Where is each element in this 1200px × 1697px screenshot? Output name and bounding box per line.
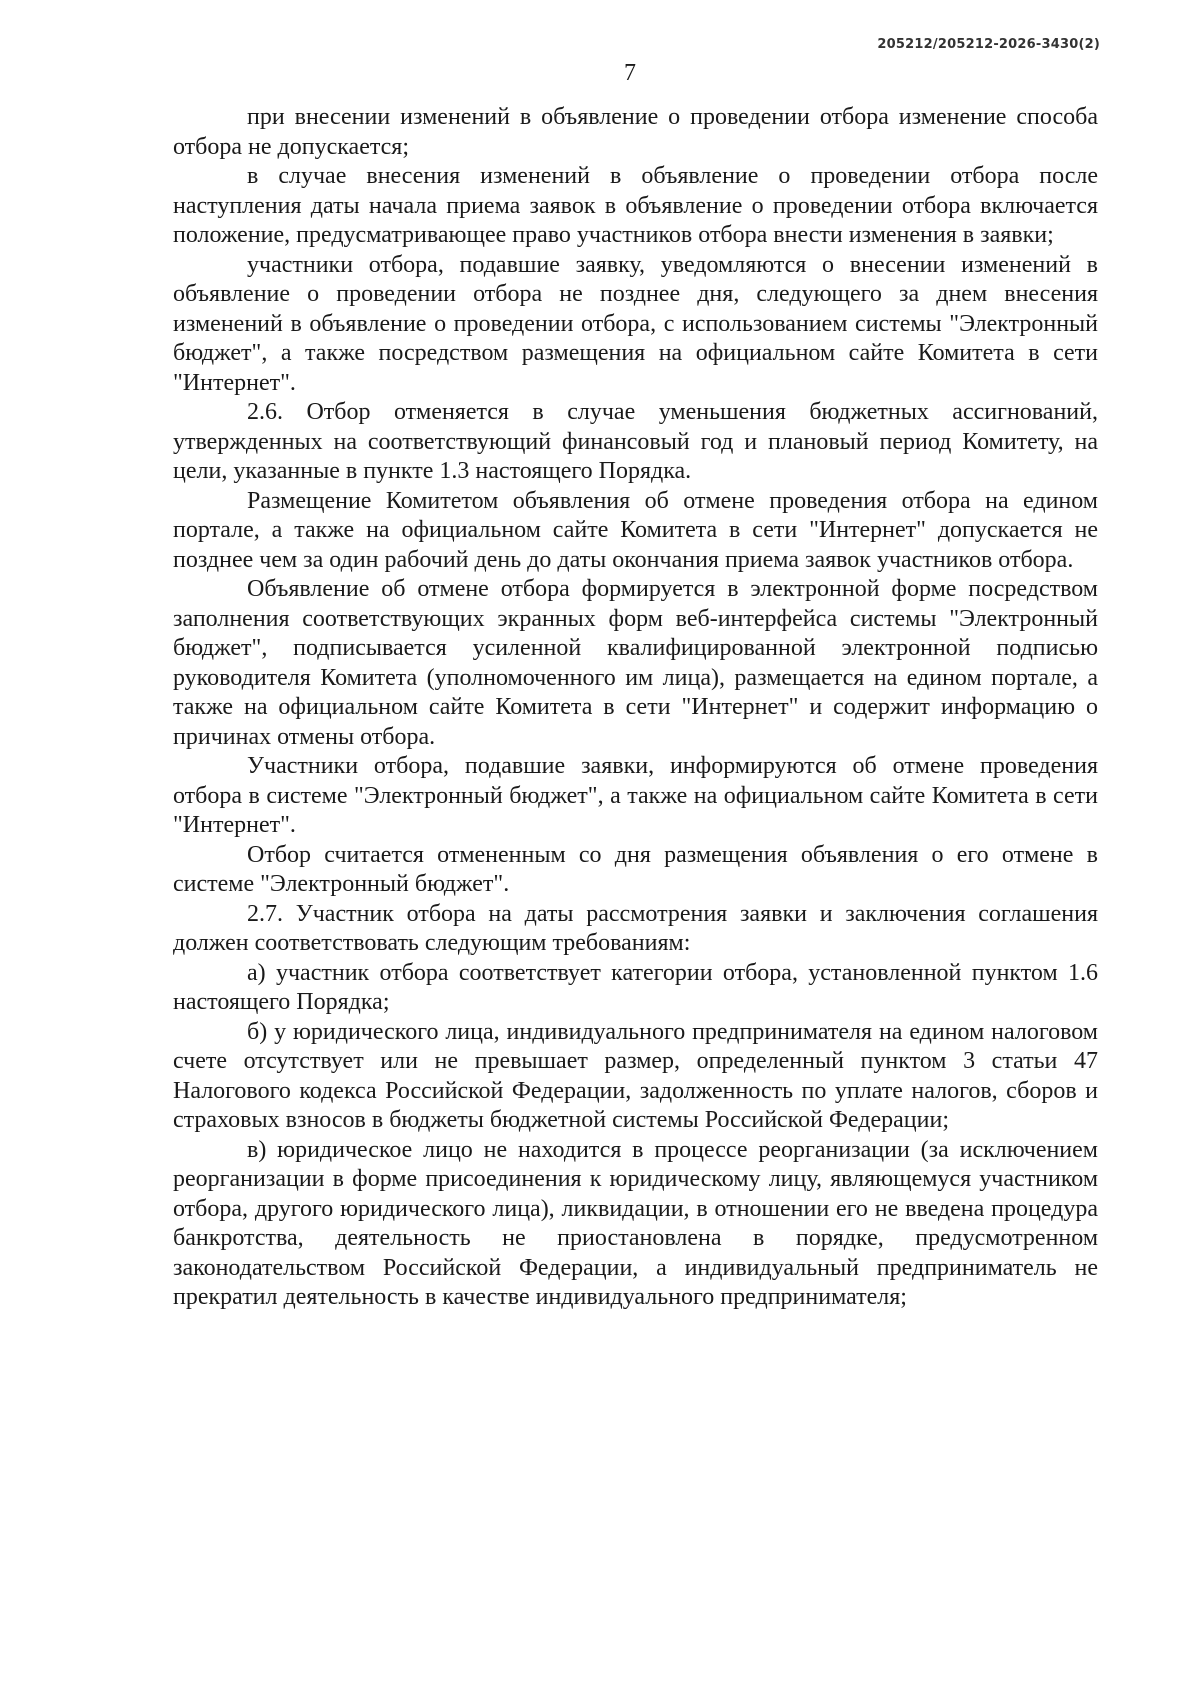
paragraph: а) участник отбора соответствует категории отбора, установленной пунктом 1.6 настоящего Порядка; xyxy=(173,959,1098,1015)
paragraph: Участники отбора, подавшие заявки, информируются об отмене проведения отбора в системе "Электронный бюджет", а также на официальном сайте Комитета в сети "Интернет". xyxy=(173,753,1098,838)
paragraph: Отбор считается отмененным со дня размещения объявления о его отмене в системе "Электронный бюджет". xyxy=(173,841,1098,897)
page-number: 7 xyxy=(624,60,636,86)
paragraph: 2.6. Отбор отменяется в случае уменьшения бюджетных ассигнований, утвержденных на соответствующий финансовый год и плановый период Комитету, на цели, указанные в пункте 1.3 настоящего Порядка. xyxy=(173,399,1098,484)
paragraph: участники отбора, подавшие заявку, уведомляются о внесении изменений в объявление о проведении отбора не позднее дня, следующего за днем внесения изменений в объявление о проведении отбора, с использованием системы "Электронный бюджет", а также посредством размещения на официальном сайте Комитета в сети "Интернет". xyxy=(173,251,1098,396)
paragraph: 2.7. Участник отбора на даты рассмотрения заявки и заключения соглашения должен соответствовать следующим требованиям: xyxy=(173,900,1098,956)
paragraph: Размещение Комитетом объявления об отмене проведения отбора на едином портале, а также на официальном сайте Комитета в сети "Интернет" допускается не позднее чем за один рабочий день до даты окончания приема заявок участников отбора. xyxy=(173,487,1098,573)
document-id: 205212/205212-2026-3430(2) xyxy=(877,37,1100,52)
paragraph: при внесении изменений в объявление о проведении отбора изменение способа отбора не допускается; xyxy=(173,104,1098,160)
document-body xyxy=(173,103,1098,1313)
paragraph: в) юридическое лицо не находится в процессе реорганизации (за исключением реорганизации в форме присоединения к юридическому лицу, являющемуся участником отбора, другого юридического лица), ликвидации, в отношении его не введена процедура банкротства, деятельность не приостановлена в порядке, предусмотренном законодательством Российской Федерации, а индивидуальный предприниматель не прекратил деятельность в качестве индивидуального предпринимателя; xyxy=(173,1136,1098,1310)
paragraph: Объявление об отмене отбора формируется в электронной форме посредством заполнения соответствующих экранных форм веб-интерфейса системы "Электронный бюджет", подписывается усиленной квалифицированной электронной подписью руководителя Комитета (уполномоченного им лица), размещается на едином портале, а также на официальном сайте Комитета в сети "Интернет" и содержит информацию о причинах отмены отбора. xyxy=(173,576,1098,750)
paragraph: б) у юридического лица, индивидуального предпринимателя на едином налоговом счете отсутствует или не превышает размер, определенный пунктом 3 статьи 47 Налогового кодекса Российской Федерации, задолженность по уплате налогов, сборов и страховых взносов в бюджеты бюджетной системы Российской Федерации; xyxy=(173,1018,1098,1133)
paragraph: в случае внесения изменений в объявление о проведении отбора после наступления даты начала приема заявок в объявление о проведении отбора включается положение, предусматривающее право участников отбора внести изменения в заявки; xyxy=(173,163,1098,248)
